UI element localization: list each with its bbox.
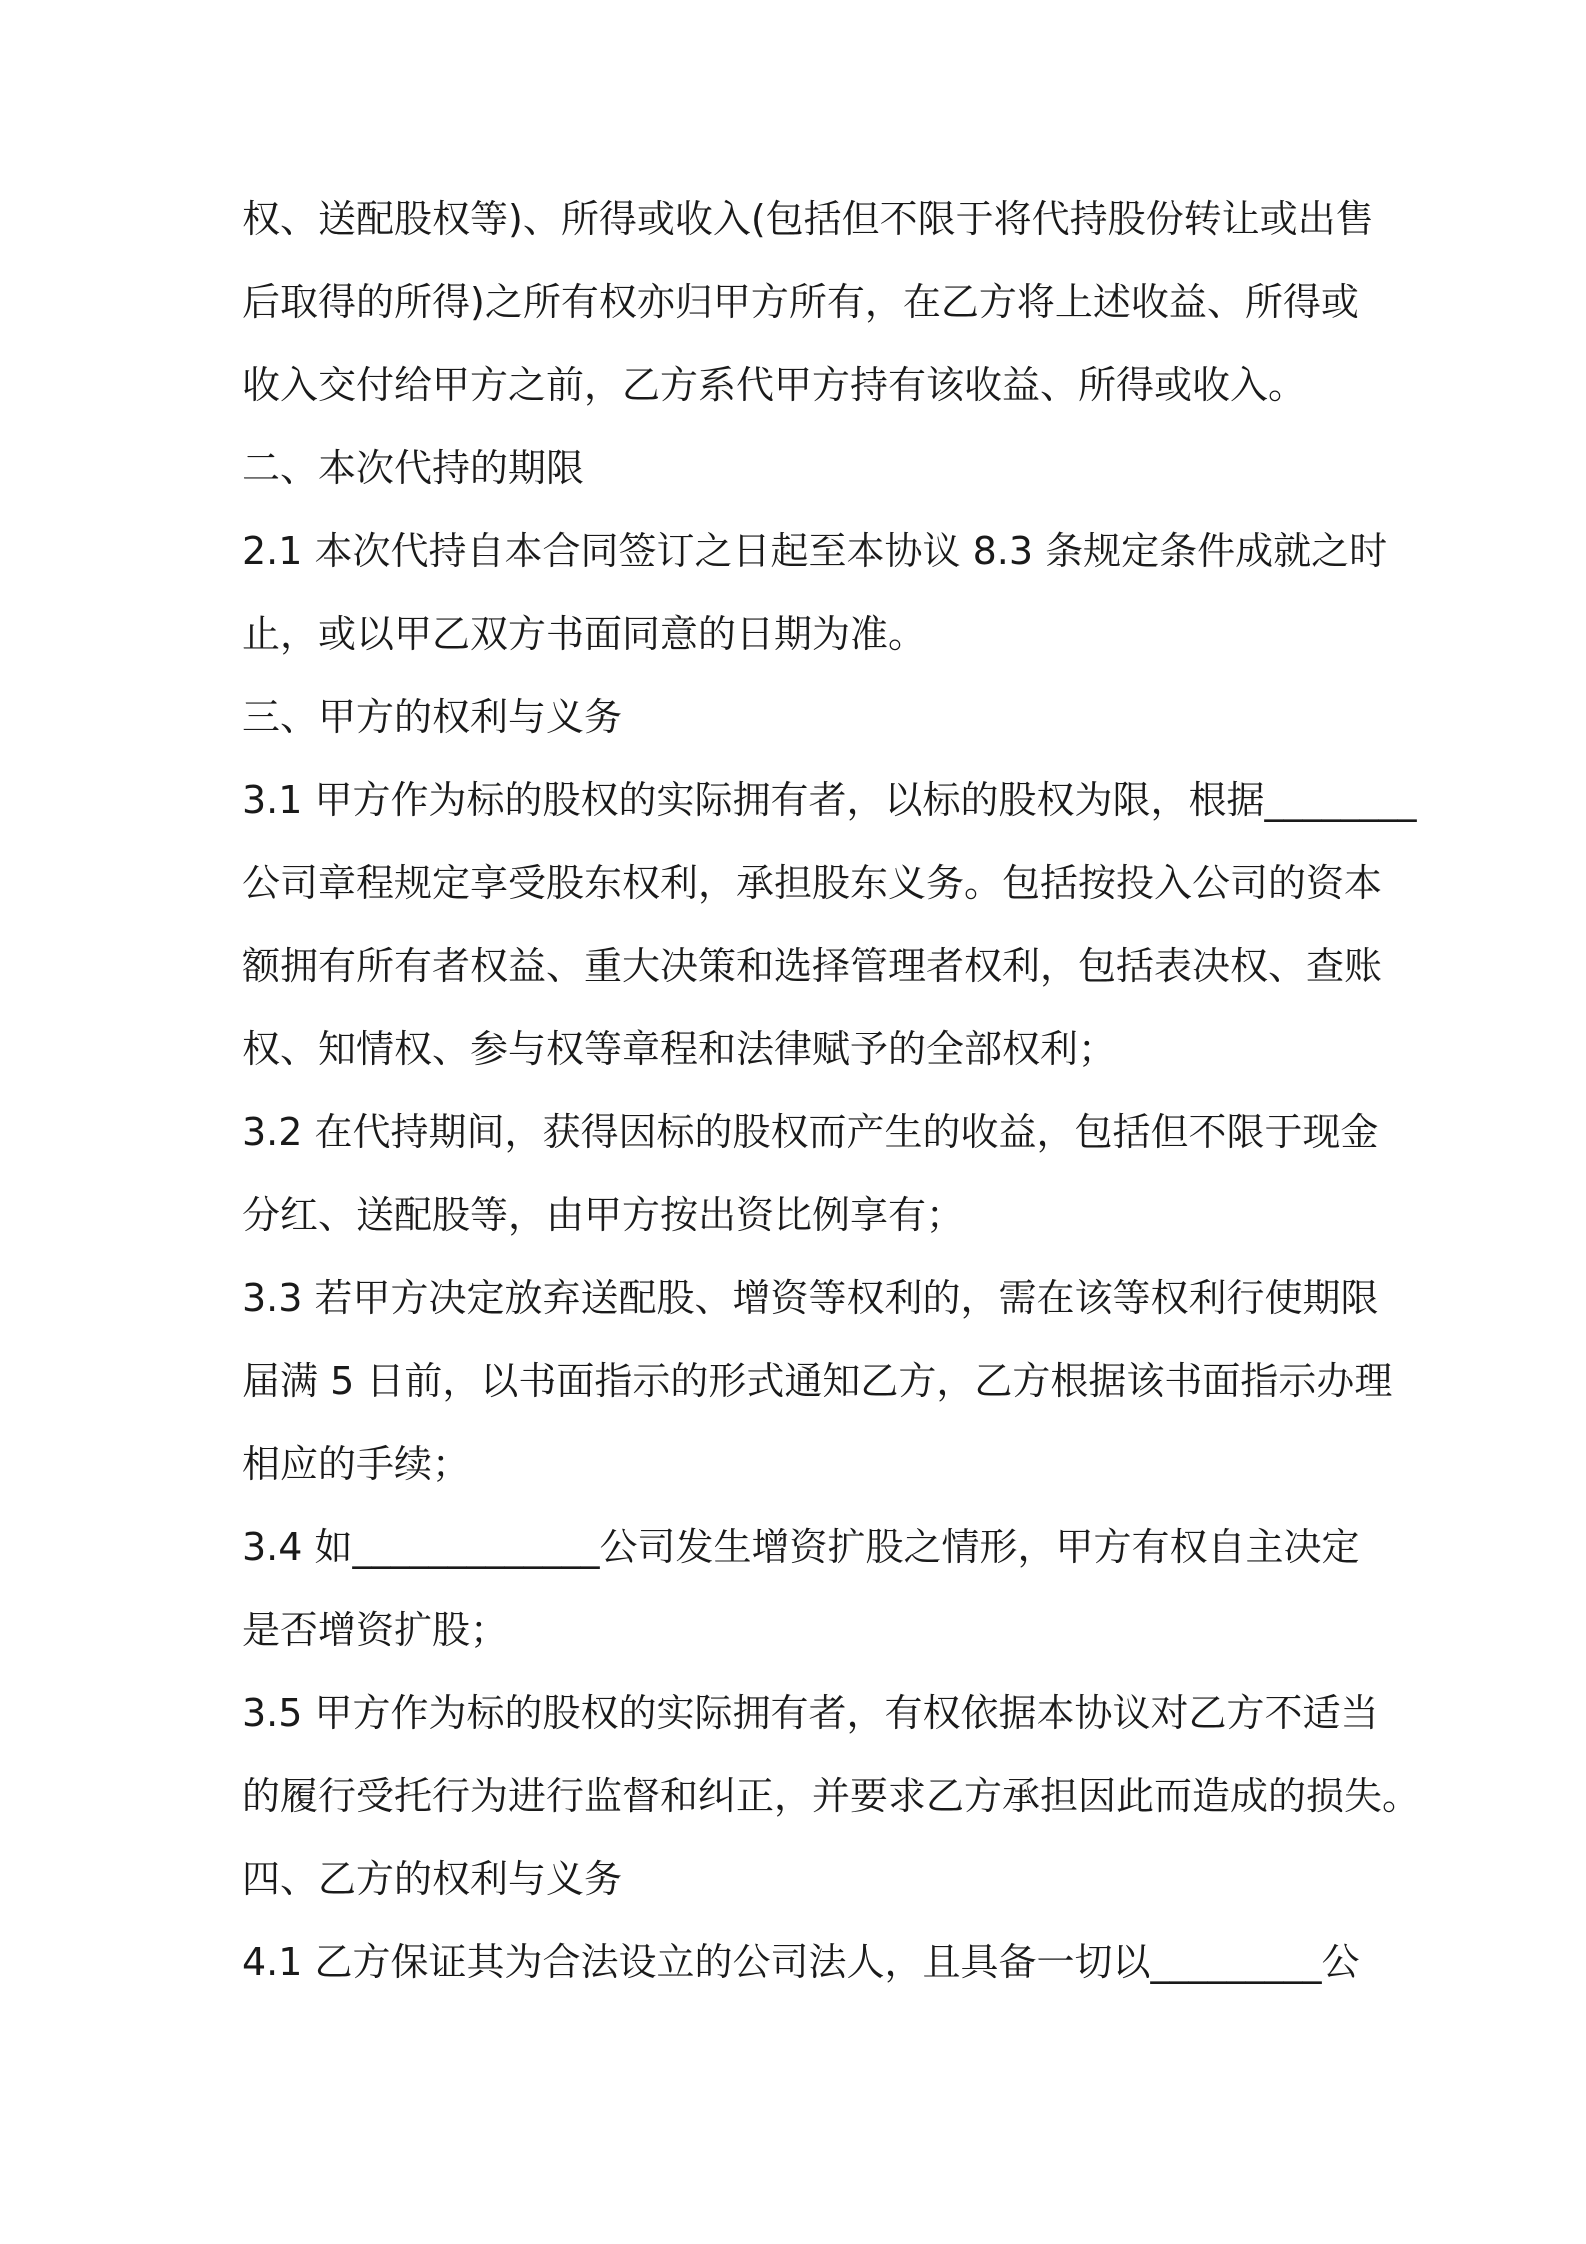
clause-2-1: 2.1 本次代持自本合同签订之日起至本协议 8.3 条规定条件成就之时: [242, 529, 1388, 573]
paragraph-line: 额拥有所有者权益、重大决策和选择管理者权利，包括表决权、查账: [242, 944, 1383, 988]
clause-3-5: 3.5 甲方作为标的股权的实际拥有者，有权依据本协议对乙方不适当: [242, 1691, 1379, 1735]
paragraph-line: 收入交付给甲方之前，乙方系代甲方持有该收益、所得或收入。: [242, 363, 1307, 407]
clause-3-2: 3.2 在代持期间，获得因标的股权而产生的收益，包括但不限于现金: [242, 1110, 1379, 1154]
paragraph-line: 权、送配股权等)、所得或收入(包括但不限于将代持股份转让或出售: [242, 197, 1374, 241]
paragraph-line: 止，或以甲乙双方书面同意的日期为准。: [242, 612, 927, 656]
paragraph-line: 公司章程规定享受股东权利，承担股东义务。包括按投入公司的资本: [242, 861, 1383, 905]
document-body: [242, 197, 1421, 2026]
clause-3-1: 3.1 甲方作为标的股权的实际拥有者，以标的股权为限，根据________: [242, 778, 1417, 822]
section-heading: 三、甲方的权利与义务: [242, 695, 623, 739]
section-heading: 四、乙方的权利与义务: [242, 1857, 623, 1901]
paragraph-line: 权、知情权、参与权等章程和法律赋予的全部权利；: [242, 1027, 1117, 1071]
paragraph-line: 相应的手续；: [242, 1442, 471, 1486]
clause-3-4: 3.4 如_____________公司发生增资扩股之情形，甲方有权自主决定: [242, 1525, 1360, 1569]
paragraph-line: 后取得的所得)之所有权亦归甲方所有，在乙方将上述收益、所得或: [242, 280, 1359, 324]
paragraph-line: 分红、送配股等，由甲方按出资比例享有；: [242, 1193, 965, 1237]
clause-3-3: 3.3 若甲方决定放弃送配股、增资等权利的，需在该等权利行使期限: [242, 1276, 1379, 1320]
clause-4-1: 4.1 乙方保证其为合法设立的公司法人，且具备一切以_________公: [242, 1940, 1360, 1984]
section-heading: 二、本次代持的期限: [242, 446, 585, 490]
paragraph-line: 届满 5 日前，以书面指示的形式通知乙方，乙方根据该书面指示办理: [242, 1359, 1393, 1403]
paragraph-line: 的履行受托行为进行监督和纠正，并要求乙方承担因此而造成的损失。: [242, 1774, 1421, 1818]
paragraph-line: 是否增资扩股；: [242, 1608, 509, 1652]
